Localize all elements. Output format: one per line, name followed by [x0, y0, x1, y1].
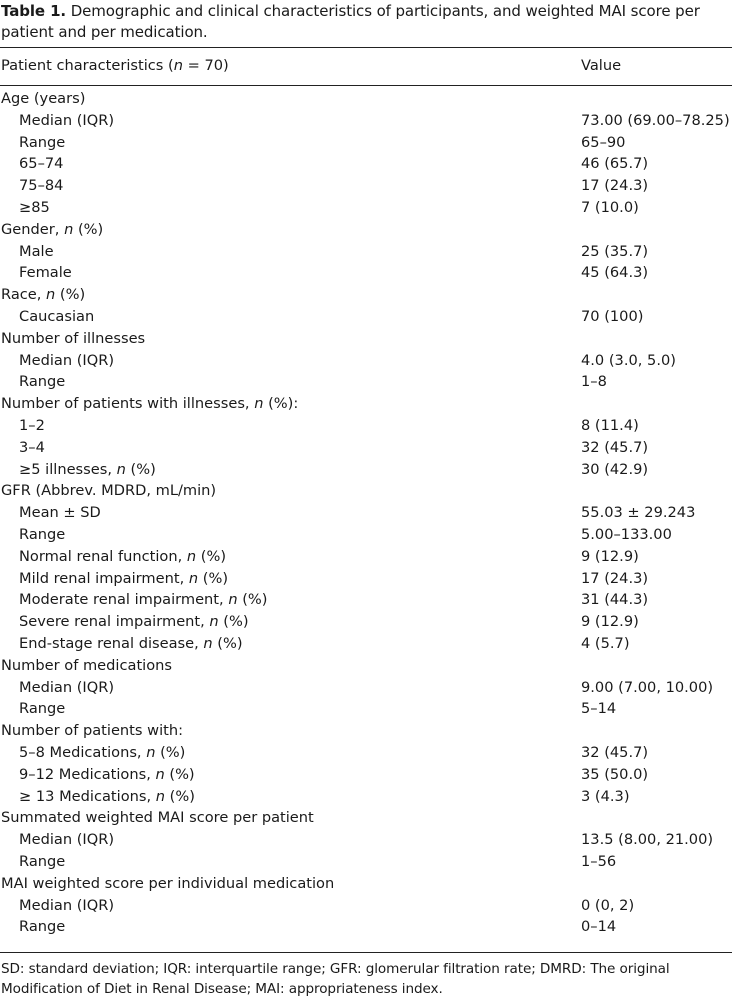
header-value: Value	[581, 57, 622, 74]
row-label	[19, 589, 267, 611]
row-label	[1, 328, 145, 350]
table-row	[0, 415, 732, 437]
table-header-row	[0, 55, 732, 77]
row-label-text: Severe renal impairment,	[19, 613, 210, 631]
row-label-suffix: (%)	[125, 460, 156, 478]
table-row	[0, 350, 732, 372]
table-row	[0, 153, 732, 175]
table-row	[0, 807, 732, 829]
row-label-text: ≥5 illnesses,	[19, 460, 117, 478]
table-row	[0, 110, 732, 132]
row-label	[19, 764, 195, 786]
row-value: 17 (24.3)	[581, 177, 649, 195]
row-label-text: End-stage renal disease,	[19, 635, 204, 652]
row-label-text: Female	[19, 264, 72, 282]
table-row	[0, 720, 732, 742]
table-row	[0, 764, 732, 786]
row-value: 25 (35.7)	[581, 242, 649, 260]
table-row	[0, 677, 732, 699]
row-label	[19, 851, 65, 873]
row-label-n: n	[146, 744, 156, 761]
table-row	[0, 459, 732, 481]
table-row	[0, 437, 732, 459]
row-label-text: Range	[19, 133, 66, 151]
row-label-text: Median (IQR)	[19, 831, 115, 849]
table-row	[0, 829, 732, 851]
row-label-text: 9–12 Medications,	[19, 765, 156, 783]
row-label	[19, 437, 45, 459]
row-label	[1, 807, 314, 829]
row-label	[1, 284, 85, 306]
top-rule	[0, 47, 732, 48]
row-label	[19, 241, 54, 263]
table-row	[0, 742, 732, 764]
row-label	[19, 132, 65, 154]
row-value: 31 (44.3)	[581, 591, 649, 609]
row-value: 55.03 ± 29.243	[581, 504, 696, 522]
row-label-text: Summated weighted MAI score per patient	[1, 809, 314, 827]
header-n: n	[173, 57, 183, 74]
row-label	[19, 786, 195, 808]
row-label	[1, 873, 334, 895]
row-label	[1, 480, 216, 502]
row-value: 13.5 (8.00, 21.00)	[581, 831, 714, 849]
row-label	[19, 524, 65, 546]
table-row	[0, 633, 732, 655]
row-label-n: n	[188, 569, 199, 587]
row-label-text: ≥ 13 Medications,	[19, 787, 156, 805]
row-value: 9 (12.9)	[581, 547, 639, 565]
row-value: 5–14	[581, 700, 617, 718]
row-value: 1–8	[581, 373, 607, 391]
row-label-n: n	[155, 765, 165, 783]
row-label	[19, 829, 114, 851]
row-label-text: Median (IQR)	[19, 351, 115, 369]
table-row	[0, 698, 732, 720]
bottom-rule	[0, 952, 732, 953]
row-label-suffix: (%)	[155, 744, 186, 761]
table-row	[0, 175, 732, 197]
row-label	[19, 153, 63, 175]
row-value: 9 (12.9)	[581, 613, 639, 631]
row-label-n: n	[155, 787, 166, 805]
row-label	[19, 895, 114, 917]
row-label-text: Range	[19, 918, 66, 936]
table-row	[0, 589, 732, 611]
row-value: 65–90	[581, 133, 626, 151]
row-value: 9.00 (7.00, 10.00)	[581, 678, 714, 696]
row-label-text: Median (IQR)	[19, 678, 115, 696]
row-label-suffix: (%)	[73, 220, 104, 238]
row-value: 4 (5.7)	[581, 635, 630, 652]
table-row	[0, 328, 732, 350]
table-row	[0, 306, 732, 328]
row-label-text: Median (IQR)	[19, 111, 115, 129]
row-label	[19, 371, 65, 393]
row-label	[19, 197, 50, 219]
row-label	[1, 219, 103, 241]
table-label: Table 1.	[1, 2, 67, 20]
header-rule	[0, 85, 732, 86]
row-label	[19, 677, 114, 699]
table-row	[0, 873, 732, 895]
row-label-text: 75–84	[19, 177, 64, 195]
row-label-suffix: (%)	[198, 569, 229, 587]
row-label-suffix: (%)	[196, 547, 227, 565]
row-label-n: n	[228, 591, 238, 609]
table-row	[0, 197, 732, 219]
table-row	[0, 611, 732, 633]
row-label	[19, 502, 101, 524]
table-row	[0, 568, 732, 590]
row-label-text: 65–74	[19, 155, 64, 173]
row-value: 17 (24.3)	[581, 569, 649, 587]
row-label-text: Gender,	[1, 220, 65, 238]
table-row	[0, 219, 732, 241]
row-label-text: Mean ± SD	[19, 504, 101, 522]
row-label	[1, 393, 298, 415]
row-label-text: Range	[19, 700, 66, 718]
row-label-n: n	[209, 613, 219, 631]
row-value: 30 (42.9)	[581, 460, 649, 478]
row-label	[19, 742, 185, 764]
row-label	[19, 459, 156, 481]
table-row	[0, 916, 732, 938]
row-label-text: Median (IQR)	[19, 896, 115, 914]
row-label-text: Number of illnesses	[1, 329, 146, 347]
row-label	[19, 175, 63, 197]
row-label-text: Number of patients with:	[1, 722, 184, 740]
table-row	[0, 655, 732, 677]
header-prefix: Patient characteristics (	[1, 57, 174, 74]
row-label-text: Male	[19, 242, 54, 260]
row-value: 8 (11.4)	[581, 417, 639, 434]
row-value: 1–56	[581, 853, 617, 870]
row-label-text: Mild renal impairment,	[19, 569, 189, 587]
row-value: 70 (100)	[581, 308, 644, 325]
row-label	[19, 916, 65, 938]
row-label	[1, 655, 172, 677]
row-label-n: n	[186, 547, 197, 565]
row-value: 0–14	[581, 918, 617, 936]
row-value: 4.0 (3.0, 5.0)	[581, 351, 676, 369]
row-label	[19, 611, 249, 633]
row-label-text: 3–4	[19, 438, 45, 456]
row-label	[19, 568, 228, 590]
table-row	[0, 371, 732, 393]
row-value: 7 (10.0)	[581, 199, 639, 216]
row-label-n: n	[254, 395, 264, 413]
row-label-suffix: (%)	[218, 613, 249, 631]
table-row	[0, 262, 732, 284]
row-value: 3 (4.3)	[581, 787, 630, 805]
row-label	[19, 546, 226, 568]
row-label-text: 5–8 Medications,	[19, 744, 147, 761]
row-label-text: GFR (Abbrev. MDRD, mL/min)	[1, 482, 217, 500]
table-row	[0, 502, 732, 524]
row-label-n: n	[116, 460, 126, 478]
row-label-text: Range	[19, 373, 66, 391]
row-label-text: Number of medications	[1, 656, 173, 674]
header-suffix: = 70)	[182, 57, 229, 74]
row-label	[19, 633, 243, 655]
table-row	[0, 524, 732, 546]
row-label-n: n	[64, 220, 74, 238]
row-label	[19, 698, 65, 720]
table-row	[0, 241, 732, 263]
row-label-text: Range	[19, 853, 66, 870]
table-caption	[1, 1, 729, 43]
row-label-n: n	[46, 286, 56, 304]
row-value: 32 (45.7)	[581, 744, 649, 761]
table-row	[0, 786, 732, 808]
table-row	[0, 393, 732, 415]
row-value: 5.00–133.00	[581, 526, 672, 543]
row-label	[19, 306, 94, 328]
row-label-text: Race,	[1, 286, 47, 304]
row-label	[19, 350, 114, 372]
table-row	[0, 88, 732, 110]
table-row	[0, 851, 732, 873]
row-label-suffix: (%):	[263, 395, 299, 413]
row-label-text: Moderate renal impairment,	[19, 591, 229, 609]
row-label	[19, 110, 114, 132]
row-label	[1, 720, 183, 742]
row-label-suffix: (%)	[237, 591, 268, 609]
row-label-text: Range	[19, 526, 66, 543]
header-patient-characteristics	[1, 55, 229, 77]
table-row	[0, 284, 732, 306]
table-row	[0, 546, 732, 568]
row-label-suffix: (%)	[212, 635, 243, 652]
row-label-text: Caucasian	[19, 308, 95, 325]
row-value: 35 (50.0)	[581, 765, 649, 783]
row-value: 73.00 (69.00–78.25)	[581, 111, 730, 129]
table-row	[0, 132, 732, 154]
table-caption-text: Demographic and clinical characteristics of participants, and weighted MAI score per patient and per medication.	[1, 2, 700, 41]
row-label	[19, 415, 45, 437]
row-label-text: Number of patients with illnesses,	[1, 395, 255, 413]
row-value: 45 (64.3)	[581, 264, 649, 282]
row-label-text: MAI weighted score per individual medication	[1, 874, 335, 892]
table-row	[0, 480, 732, 502]
row-label-suffix: (%)	[165, 787, 195, 805]
table-row	[0, 895, 732, 917]
row-value: 0 (0, 2)	[581, 896, 635, 914]
row-label-text: ≥85	[19, 199, 50, 216]
row-label	[1, 88, 85, 110]
row-value: 46 (65.7)	[581, 155, 649, 173]
row-label-suffix: (%)	[55, 286, 86, 304]
row-label-text: 1–2	[19, 417, 45, 434]
row-label-suffix: (%)	[164, 765, 195, 783]
row-label-text: Normal renal function,	[19, 547, 187, 565]
table-footnote: SD: standard deviation; IQR: interquartile range; GFR: glomerular filtration rate; DMRD: The original Modification of Diet in Renal Disease; MAI: appropriateness index.	[1, 961, 670, 997]
row-value: 32 (45.7)	[581, 438, 649, 456]
row-label-text: Age (years)	[1, 90, 86, 107]
row-label	[19, 262, 72, 284]
row-label-n: n	[203, 635, 213, 652]
